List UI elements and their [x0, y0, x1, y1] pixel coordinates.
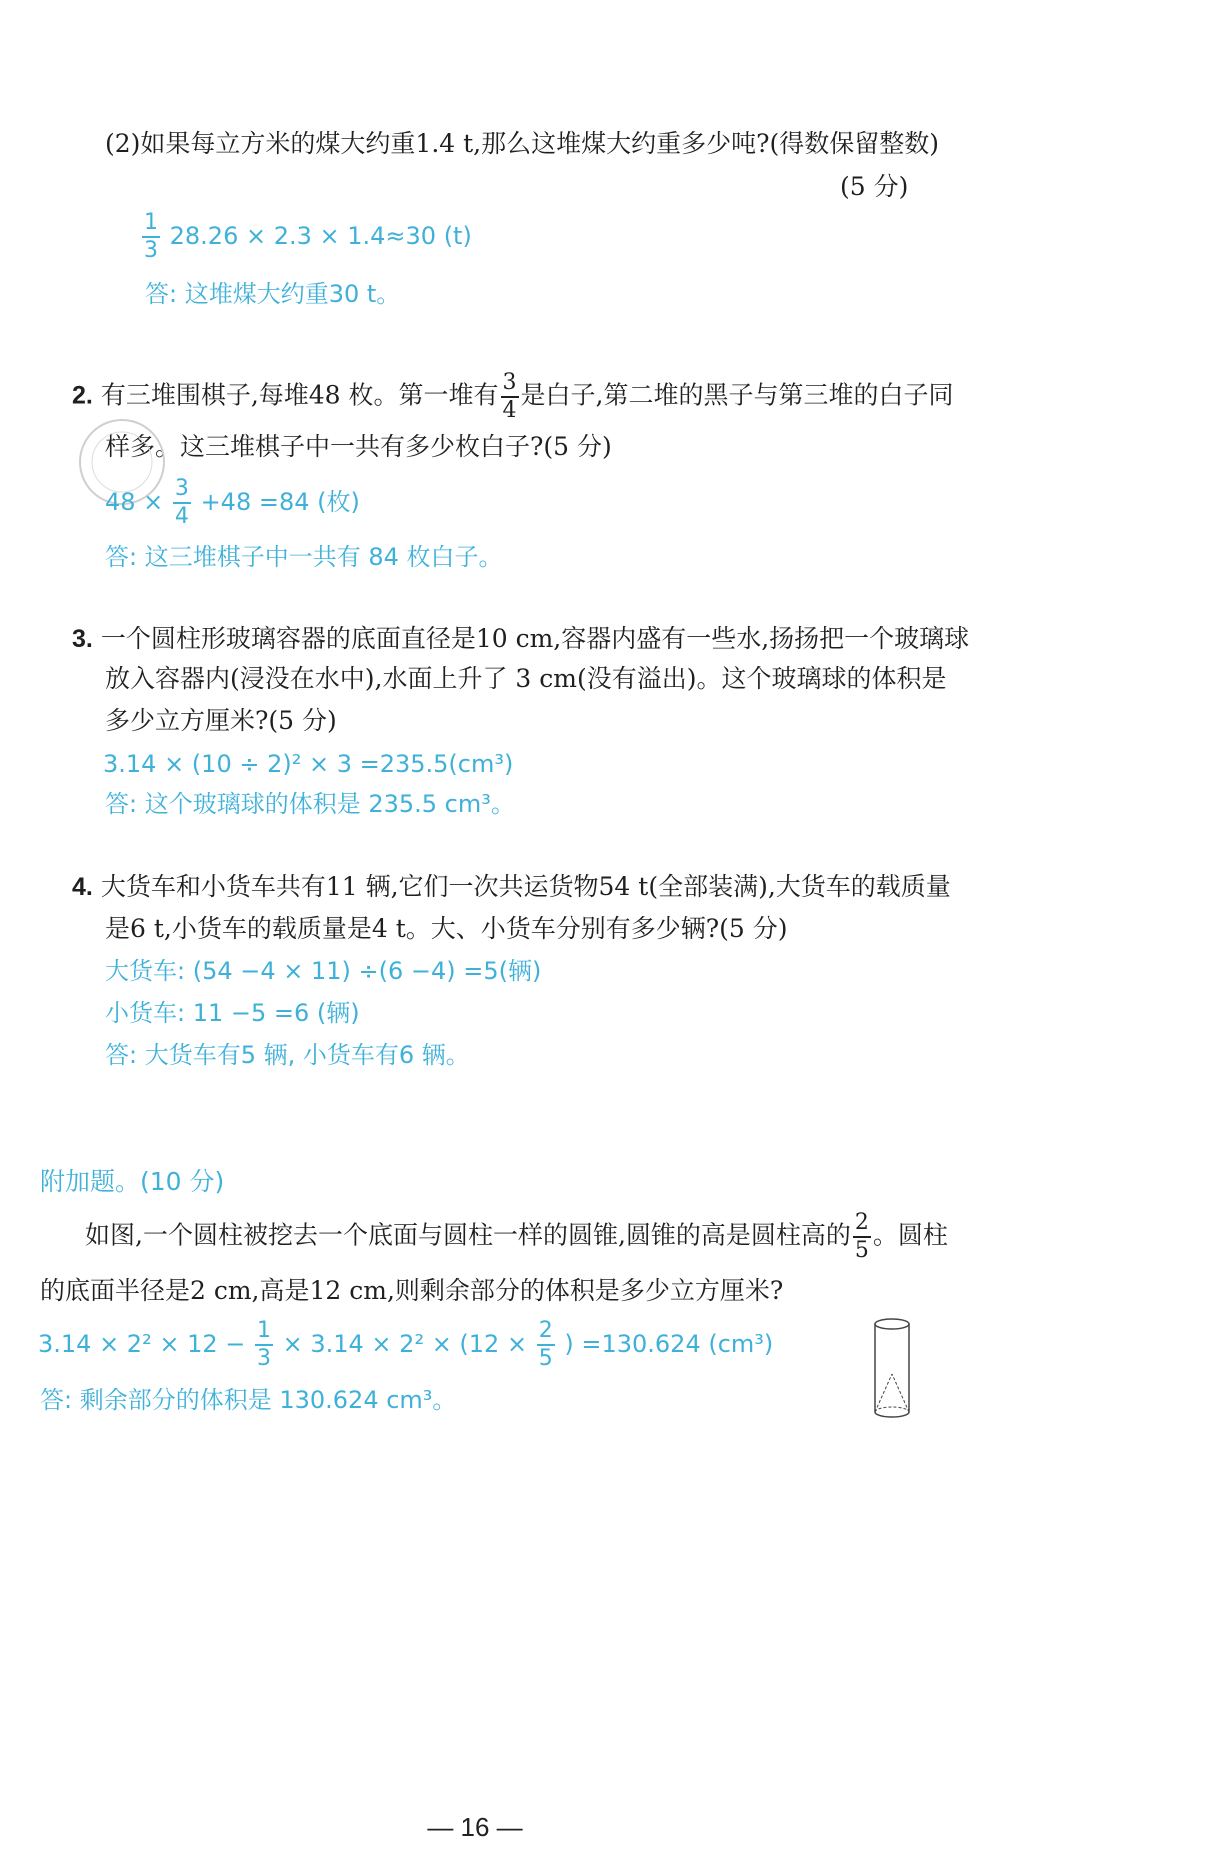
- fraction: $\frac{3}{4}$: [174, 476, 189, 529]
- question-number: 3.: [72, 625, 93, 653]
- question-number: 2.: [72, 381, 93, 410]
- q3-line3: 多少立方厘米?(5 分): [105, 706, 337, 735]
- q2-line2: 样多。这三堆棋子中一共有多少枚白子?(5 分): [105, 432, 612, 461]
- q4-answer-2: 小货车: 11 −5 =6 (辆): [105, 999, 360, 1027]
- fraction: $\frac{1}{3}$: [256, 1318, 271, 1371]
- bonus-line2: 的底面半径是2 cm,高是12 cm,则剩余部分的体积是多少立方厘米?: [40, 1276, 784, 1305]
- bonus-answer-expression: 3.14 × 2² × 12 − $\frac{1}{3}$ × 3.14 × 2² × (12 × $\frac{2}{5}$ ) =130.624 (cm³): [38, 1318, 774, 1371]
- q4-answer-1: 大货车: (54 −4 × 11) ÷(6 −4) =5(辆): [105, 957, 542, 985]
- q2-answer-expression: 48 × $\frac{3}{4}$ +48 =84 (枚): [105, 476, 360, 529]
- bonus-title: 附加题。(10 分): [40, 1167, 225, 1196]
- bonus-answer-text: 答: 剩余部分的体积是 130.624 cm³。: [40, 1386, 457, 1414]
- q3-line1: 3. 一个圆柱形玻璃容器的底面直径是10 cm,容器内盛有一些水,扬扬把一个玻璃球: [72, 624, 970, 653]
- q3-line2: 放入容器内(浸没在水中),水面上升了 3 cm(没有溢出)。这个玻璃球的体积是: [105, 664, 947, 693]
- q1-part2-answer-text: 答: 这堆煤大约重30 t。: [145, 280, 401, 308]
- question-number: 4.: [72, 873, 93, 901]
- fraction: $\frac{2}{5}$: [854, 1210, 869, 1263]
- q2-answer-text: 答: 这三堆棋子中一共有 84 枚白子。: [105, 543, 503, 571]
- q4-line1: 4. 大货车和小货车共有11 辆,它们一次共运货物54 t(全部装满),大货车的载质量: [72, 872, 951, 901]
- fraction: $\frac{1}{3}$: [144, 210, 158, 263]
- cylinder-cone-figure: [870, 1316, 914, 1422]
- fraction: $\frac{2}{5}$: [538, 1318, 553, 1371]
- q1-part2-answer-expression: $\frac{1}{3}$ 28.26 × 2.3 × 1.4≈30 (t): [144, 210, 472, 263]
- q3-answer-expression: 3.14 × (10 ÷ 2)² × 3 =235.5(cm³): [103, 750, 514, 778]
- fraction: $\frac{3}{4}$: [502, 370, 517, 423]
- page-number: — 16 —: [427, 1812, 523, 1842]
- q1-part2-score: (5 分): [840, 172, 909, 201]
- q4-answer-3: 答: 大货车有5 辆, 小货车有6 辆。: [105, 1041, 470, 1069]
- q3-answer-text: 答: 这个玻璃球的体积是 235.5 cm³。: [105, 790, 515, 818]
- q2-line1: 2. 有三堆围棋子,每堆48 枚。第一堆有 $\frac{3}{4}$ 是白子,第二堆的黑子与第三堆的白子同: [72, 370, 954, 423]
- bonus-line1: 如图,一个圆柱被挖去一个底面与圆柱一样的圆锥,圆锥的高是圆柱高的 $\frac{2}{5}$ 。圆柱: [85, 1210, 948, 1263]
- q4-line2: 是6 t,小货车的载质量是4 t。大、小货车分别有多少辆?(5 分): [105, 914, 788, 943]
- q1-part2-text: (2)如果每立方米的煤大约重1.4 t,那么这堆煤大约重多少吨?(得数保留整数): [105, 129, 940, 158]
